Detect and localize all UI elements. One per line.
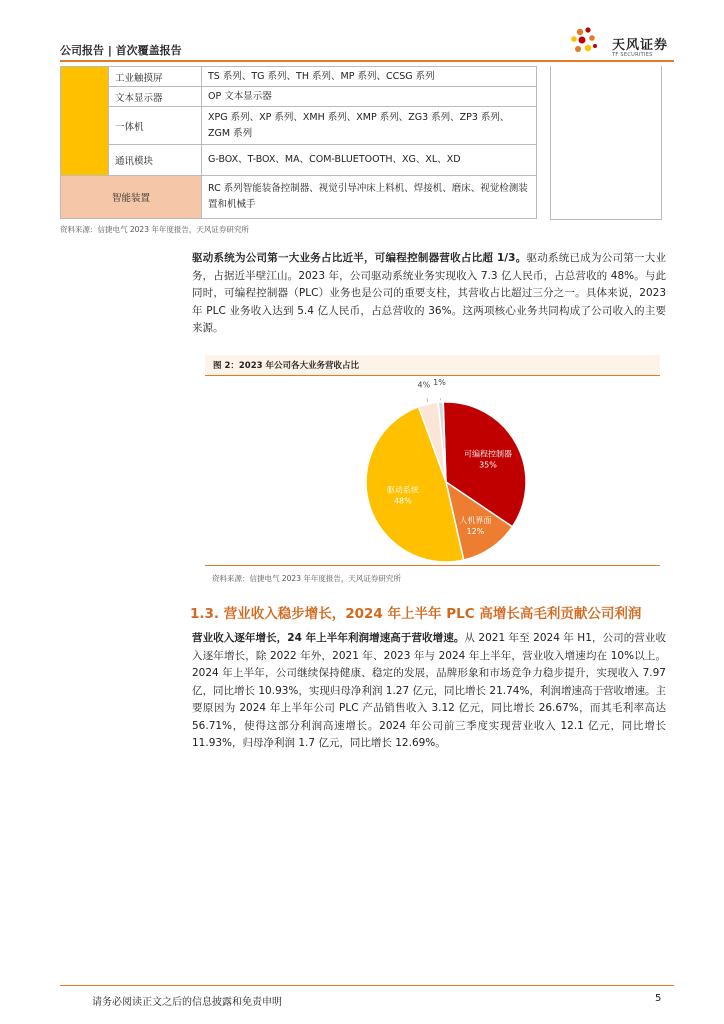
figure-source: 资料来源：信捷电气 2023 年年度报告，天风证券研究所 xyxy=(212,574,401,583)
table-row xyxy=(61,107,537,145)
footer-disclaimer: 请务必阅读正文之后的信息披露和免责申明 xyxy=(92,997,282,1008)
pie-value-3: 4% xyxy=(417,380,431,390)
logo-mark-icon xyxy=(571,27,597,52)
pie-value-1: 12% xyxy=(466,526,485,536)
table-cell-value: OP 文本显示器 xyxy=(202,87,537,107)
table-right-column xyxy=(550,66,662,220)
table-group-cell xyxy=(61,67,109,176)
table-cell-category: 一体机 xyxy=(109,107,202,145)
pie-value-4: 1% xyxy=(433,378,446,388)
pie-label-1: 人机界面 xyxy=(459,515,492,525)
paragraph-lead: 营业收入逐年增长，24 年上半年利润增速高于营收增速。 xyxy=(192,632,465,644)
logo-name: 天风证券 xyxy=(612,38,669,53)
paragraph-body: 驱动系统已成为公司第一大业务，占据近半壁江山。2023 年，公司驱动系统业务实现收入 7.3 亿人民币，占总营收的 48%。与此同时，可编程控制器（PLC）业务也是公司的重要支柱，其营收占比超过三分之一。具体来说，2023 年 PLC 业务收入达到 5.4 亿人民币，占总营收的 36%。这两项核心业务共同构成了公司收入的主要来源。 xyxy=(192,252,666,334)
figure-bottom-rule xyxy=(205,565,660,566)
report-type-title: 公司报告 | 首次覆盖报告 xyxy=(60,44,182,57)
table-row xyxy=(61,176,537,219)
pie-chart xyxy=(330,378,570,563)
pie-value-0: 35% xyxy=(479,460,497,470)
page-number: 5 xyxy=(655,993,662,1004)
table-row xyxy=(61,67,537,87)
pie-label-2: 驱动系统 xyxy=(386,485,419,495)
table-cell-value: G-BOX、T-BOX、MA、COM-BLUETOOTH、XG、XL、XD xyxy=(202,145,537,176)
section-heading: 1.3. 营业收入稳步增长，2024 年上半年 PLC 高增长高毛利贡献公司利润 xyxy=(190,606,642,622)
paragraph-business-mix xyxy=(192,250,666,338)
logo-subtitle: TF SECURITIES xyxy=(612,52,653,58)
pie-label-0: 可编程控制器 xyxy=(463,449,512,459)
table-source: 资料来源：信捷电气 2023 年年度报告，天风证券研究所 xyxy=(60,225,249,234)
pie-leader-3 xyxy=(427,398,428,402)
header-rule xyxy=(60,60,674,62)
table-cell-category: 工业触摸屏 xyxy=(109,67,202,87)
table-cell-value: TS 系列、TG 系列、TH 系列、MP 系列、CCSG 系列 xyxy=(202,67,537,87)
paragraph-revenue-growth xyxy=(192,630,666,753)
figure-title: 图 2：2023 年公司各大业务营收占比 xyxy=(213,361,359,371)
table-cell-category: 文本显示器 xyxy=(109,87,202,107)
table-cell-value: RC 系列智能装备控制器、视觉引导冲床上料机、焊接机、磨床、视觉检测装置和机械手 xyxy=(202,176,537,219)
footer-rule xyxy=(60,985,674,986)
pie-value-2: 48% xyxy=(393,496,412,506)
figure-title-bar xyxy=(205,355,660,376)
table-cell-category: 智能装置 xyxy=(61,176,202,219)
table-row xyxy=(61,145,537,176)
paragraph-body: 从 2021 年至 2024 年 H1，公司的营业收入逐年增长，除 2022 年外，2021 年、2023 年与 2024 年上半年，营业收入增速均在 10%以上。2024 年上半年，公司继续保持健康、稳定的发展，品牌形象和市场竞争力稳步提升，实现收入 7.97 亿，同比增长 10.93%，实现归母净利润 1.27 亿元，同比增长 21.74%，利润增速高于营收增速。主要原因为 2024 年上半年公司 PLC 产品销售收入 3.12 亿元，同比增长 26.67%，而其毛利率高达 56.71%，使得这部分利润高速增长。2024 年公司前三季度实现营业收入 12.1 亿元，同比增长 11.93%，归母净利润 1.7 亿元，同比增长 12.69%。 xyxy=(192,632,666,749)
paragraph-lead: 驱动系统为公司第一大业务占比近半，可编程控制器营收占比超 1/3。 xyxy=(192,252,527,264)
table-row xyxy=(61,87,537,107)
table-cell-value: XPG 系列、XP 系列、XMH 系列、XMP 系列、ZG3 系列、ZP3 系列、ZGM 系列 xyxy=(202,107,537,145)
table-cell-category: 通讯模块 xyxy=(109,145,202,176)
product-table xyxy=(60,66,537,219)
